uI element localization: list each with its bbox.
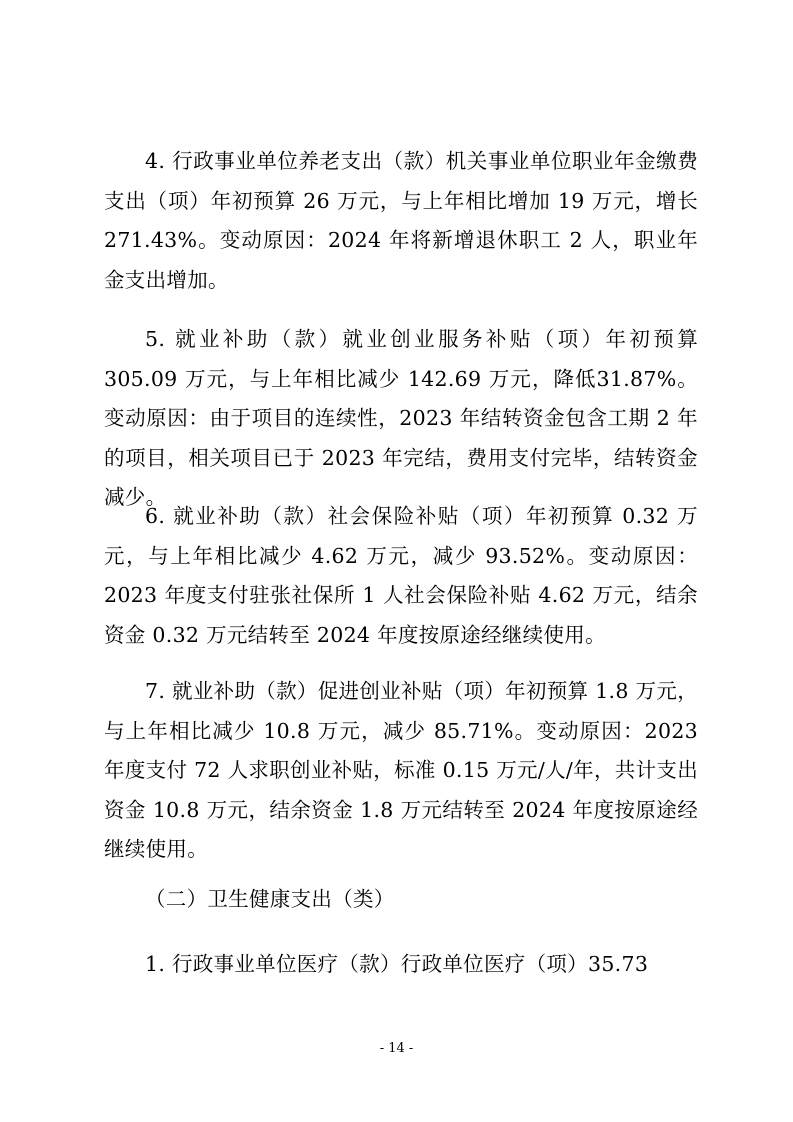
paragraph-6: 6. 就业补助（款）社会保险补贴（项）年初预算 0.32 万元，与上年相比减少 4.62 万元，减少 93.52%。变动原因：2023 年度支付驻张社保所 1 人社会保险补贴 4.62 万元，结余资金 0.32 万元结转至 2024 年度按原途经继续使用。 xyxy=(104,504,698,647)
paragraph-7: 7. 就业补助（款）促进创业补贴（项）年初预算 1.8 万元，与上年相比减少 10.8 万元，减少 85.71%。变动原因：2023 年度支付 72 人求职创业补贴，标准 0.15 万元/人/年，共计支出资金 10.8 万元，结余资金 1.8 万元结转至 2024 年度按原途经继续使用。 xyxy=(104,679,698,862)
section-heading: （二）卫生健康支出（类） xyxy=(145,887,395,911)
paragraph-4: 4. 行政事业单位养老支出（款）机关事业单位职业年金缴费支出（项）年初预算 26 万元，与上年相比增加 19 万元，增长 271.43%。变动原因：2024 年将新增退休职工 2 人，职业年金支出增加。 xyxy=(104,149,698,292)
paragraph-health-1: 1. 行政事业单位医疗（款）行政单位医疗（项）35.73 xyxy=(145,952,649,976)
page-number: - 14 - xyxy=(379,1041,414,1056)
paragraph-5: 5. 就业补助（款）就业创业服务补贴（项）年初预算 305.09 万元，与上年相比减少 142.69 万元，降低31.87%。变动原因：由于项目的连续性，2023 年结转资金包含工期 2 年的项目，相关项目已于 2023 年完结，费用支付完毕，结转资金减少。 xyxy=(104,327,698,510)
